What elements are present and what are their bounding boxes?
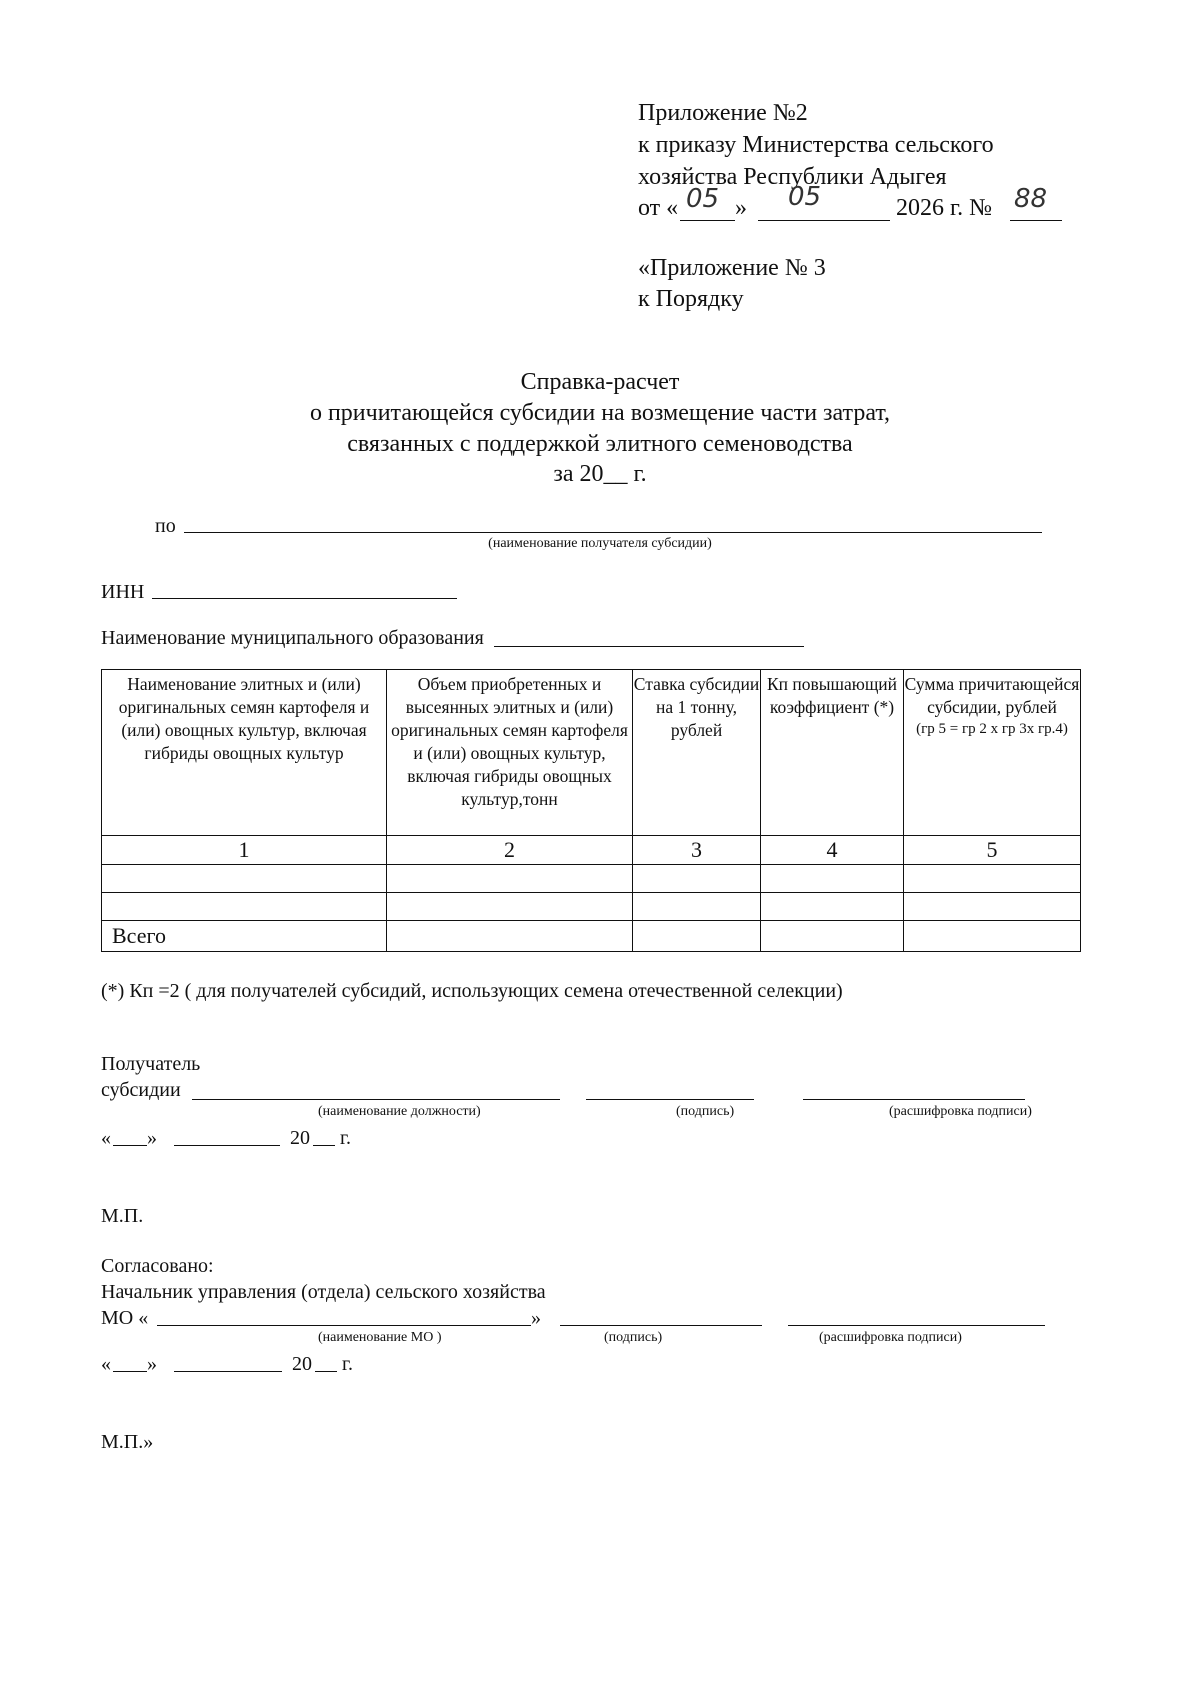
recipient-prefix: по — [155, 515, 176, 537]
approval-line-2: Начальник управления (отдела) сельского хозяйства — [101, 1281, 546, 1303]
table-cell — [387, 893, 633, 921]
municipality-underline — [494, 646, 804, 647]
decode-underline — [803, 1099, 1025, 1100]
column-number: 4 — [761, 836, 904, 865]
footnote: (*) Кп =2 ( для получателей субсидий, использующих семена отечественной селекции) — [101, 980, 843, 1002]
approval-caption-decode: (расшифровка подписи) — [819, 1330, 962, 1345]
signature-date-year-line — [313, 1145, 335, 1146]
signature-label-1: Получатель — [101, 1053, 201, 1075]
approval-label: Согласовано: — [101, 1255, 214, 1277]
approval-date-close: » — [147, 1353, 157, 1375]
signature-date-day-line — [113, 1145, 147, 1146]
appendix-line-3: хозяйства Республики Адыгея — [638, 164, 947, 190]
approval-decode-underline — [788, 1325, 1045, 1326]
municipality-label: Наименование муниципального образования — [101, 627, 484, 649]
approval-date-suffix: г. — [342, 1353, 353, 1375]
approval-date-open: « — [101, 1353, 111, 1375]
caption-signature: (подпись) — [676, 1104, 735, 1119]
title-line-1: Справка-расчет — [520, 369, 680, 395]
signature-underline — [586, 1099, 754, 1100]
recipient-underline — [184, 532, 1042, 533]
header-cell-3: Ставка субсидии на 1 тонну, рублей — [633, 670, 761, 836]
signature-label-2: субсидии — [101, 1079, 181, 1101]
table-cell — [633, 921, 761, 952]
table-cell — [102, 893, 387, 921]
table-cell — [387, 921, 633, 952]
table-cell — [904, 865, 1081, 893]
date-day-handwritten: 05 — [686, 184, 720, 214]
signature-date-close: » — [147, 1127, 157, 1149]
date-day-underline — [680, 220, 735, 221]
appendix-line-2: к приказу Министерства сельского — [638, 132, 994, 158]
date-month-handwritten: 05 — [788, 182, 822, 212]
date-number-handwritten: 88 — [1014, 184, 1048, 214]
signature-date-open: « — [101, 1127, 111, 1149]
header-cell-5 — [904, 670, 1081, 836]
position-underline — [192, 1099, 560, 1100]
title-line-2: о причитающейся субсидии на возмещение части затрат, — [309, 400, 891, 426]
table-cell — [633, 865, 761, 893]
table-cell — [904, 921, 1081, 952]
table-cell — [761, 921, 904, 952]
header-cell-5-note: (гр 5 = гр 2 х гр 3х гр.4) — [916, 721, 1068, 737]
appendix-date-mid: » — [735, 195, 747, 221]
column-number: 3 — [633, 836, 761, 865]
column-number: 5 — [904, 836, 1081, 865]
inn-label: ИНН — [101, 581, 145, 603]
title-line-3: связанных с поддержкой элитного семеноводства — [347, 431, 853, 457]
table-cell — [633, 893, 761, 921]
approval-date-year-line — [315, 1371, 337, 1372]
signature-date-suffix: г. — [340, 1127, 351, 1149]
mo-underline — [157, 1325, 531, 1326]
caption-mo: (наименование МО ) — [318, 1330, 442, 1345]
caption-position: (наименование должности) — [318, 1104, 481, 1119]
caption-decode: (расшифровка подписи) — [889, 1104, 1032, 1119]
header-cell-2: Объем приобретенных и высеянных элитных и (или) оригинальных семян картофеля и (или) овощных культур, включая гибриды овощных культур,тонн — [387, 670, 633, 836]
approval-caption-signature: (подпись) — [604, 1330, 663, 1345]
total-label: Всего — [102, 921, 387, 952]
column-number: 2 — [387, 836, 633, 865]
signature-date-year: 20 — [290, 1127, 310, 1149]
signature-date-month-line — [174, 1145, 280, 1146]
table-cell — [387, 865, 633, 893]
stamp-2: М.П.» — [101, 1431, 154, 1453]
table-row — [102, 893, 1081, 921]
appendix-date-year: 2026 г. № — [896, 195, 993, 221]
header-cell-4: Кп повышающий коэффициент (*) — [761, 670, 904, 836]
date-number-underline — [1010, 220, 1062, 221]
approval-mo-prefix: МО « — [101, 1307, 149, 1329]
header-cell-5-text: Сумма причитающейся субсидии, рублей — [904, 674, 1080, 717]
annex-line-2: к Порядку — [638, 286, 744, 312]
annex-line-1: «Приложение № 3 — [638, 255, 826, 281]
table-cell — [102, 865, 387, 893]
table-cell — [904, 893, 1081, 921]
appendix-line-1: Приложение №2 — [638, 100, 808, 126]
approval-date-month-line — [174, 1371, 282, 1372]
approval-date-day-line — [113, 1371, 147, 1372]
header-cell-1: Наименование элитных и (или) оригинальных семян картофеля и (или) овощных культур, включая гибриды овощных культур — [102, 670, 387, 836]
appendix-date-prefix: от « — [638, 195, 679, 221]
subsidy-table — [101, 669, 1081, 952]
inn-underline — [152, 598, 457, 599]
table-total-row — [102, 921, 1081, 952]
column-number: 1 — [102, 836, 387, 865]
date-month-underline — [758, 220, 890, 221]
column-number-row — [102, 836, 1081, 865]
table-cell — [761, 893, 904, 921]
approval-date-year: 20 — [292, 1353, 312, 1375]
recipient-caption: (наименование получателя субсидии) — [488, 536, 712, 551]
title-line-4: за 20__ г. — [553, 461, 647, 487]
table-row — [102, 865, 1081, 893]
table-header-row — [102, 670, 1081, 836]
stamp-1: М.П. — [101, 1205, 144, 1227]
table-cell — [761, 865, 904, 893]
approval-mo-suffix: » — [531, 1307, 541, 1329]
approval-signature-underline — [560, 1325, 762, 1326]
